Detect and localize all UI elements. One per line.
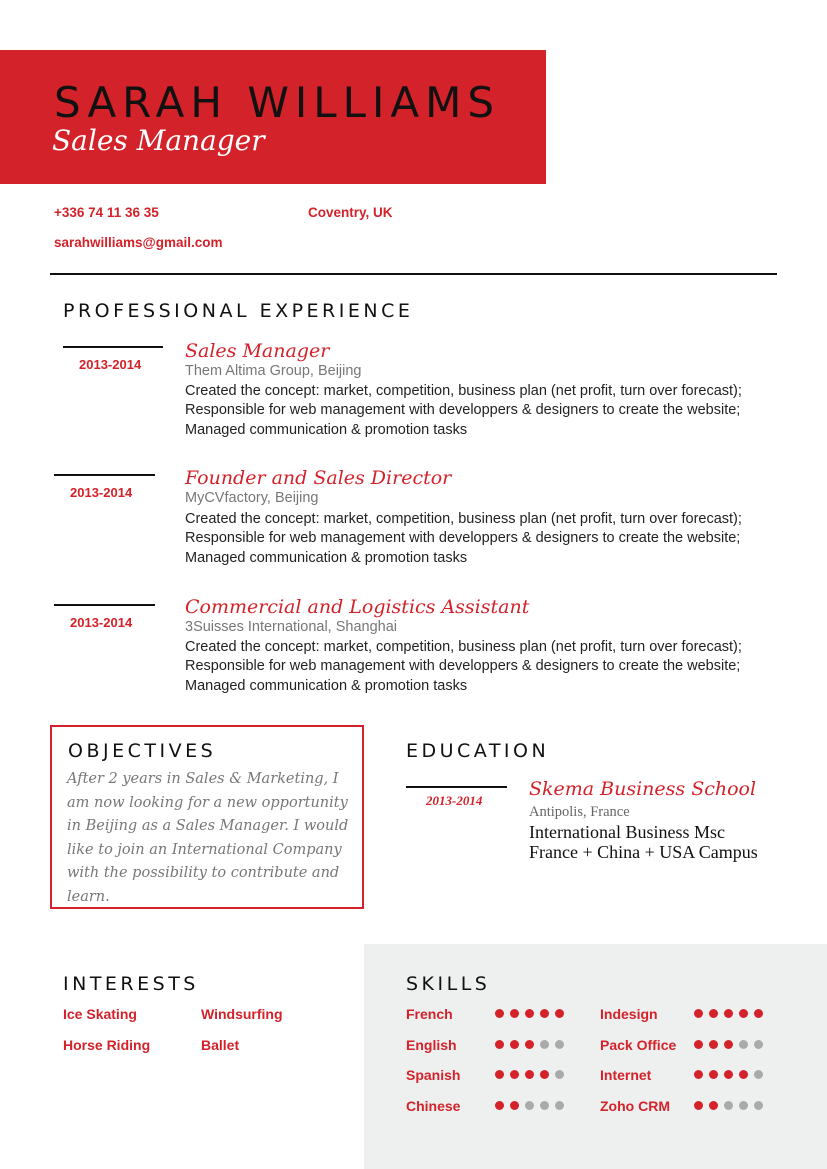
skill-dot-empty: [555, 1101, 564, 1110]
objectives-text: After 2 years in Sales & Marketing, I am now looking for a new opportunity in Beijing as a Sales Manager. I would like to join an International Company with the possibility to contribute and learn.: [67, 771, 349, 905]
skill-dot-empty: [739, 1101, 748, 1110]
experience-detail: Managed communication & promotion tasks: [185, 422, 468, 438]
skill-dot-filled: [510, 1040, 519, 1049]
contact-location: Coventry, UK: [308, 205, 393, 220]
skill-dot-empty: [540, 1040, 549, 1049]
skill-rating: [694, 1101, 763, 1110]
skill-name: Indesign: [600, 1006, 658, 1022]
skill-dot-empty: [555, 1040, 564, 1049]
interest-item: Ice Skating: [63, 1006, 137, 1022]
interest-item: Windsurfing: [201, 1006, 283, 1022]
header-divider: [50, 273, 777, 275]
skill-dot-empty: [525, 1101, 534, 1110]
interest-item: Horse Riding: [63, 1037, 151, 1053]
skill-rating: [495, 1070, 564, 1079]
education-campus: France + China + USA Campus: [529, 842, 758, 862]
experience-date: 2013-2014: [79, 357, 142, 372]
education-place: Antipolis, France: [529, 804, 630, 820]
experience-title: Sales Manager: [185, 340, 330, 362]
skill-dot-filled: [495, 1101, 504, 1110]
skill-dot-empty: [739, 1040, 748, 1049]
skill-dot-filled: [525, 1009, 534, 1018]
skill-dot-filled: [510, 1101, 519, 1110]
skill-name: Internet: [600, 1067, 652, 1083]
candidate-name: SARAH WILLIAMS: [54, 78, 501, 127]
skill-rating: [694, 1070, 763, 1079]
skill-dot-empty: [555, 1070, 564, 1079]
skill-dot-filled: [525, 1070, 534, 1079]
skill-dot-filled: [709, 1101, 718, 1110]
experience-detail: Responsible for web management with developpers & designers to create the website;: [185, 658, 741, 674]
skill-name: Spanish: [406, 1067, 461, 1083]
experience-detail: Managed communication & promotion tasks: [185, 678, 468, 694]
skill-dot-filled: [540, 1009, 549, 1018]
skills-heading: SKILLS: [406, 973, 491, 995]
education-date: 2013-2014: [426, 793, 483, 808]
skill-dot-filled: [495, 1040, 504, 1049]
experience-company: 3Suisses International, Shanghai: [185, 619, 398, 635]
skill-dot-empty: [754, 1040, 763, 1049]
skill-dot-filled: [709, 1070, 718, 1079]
skill-dot-filled: [724, 1040, 733, 1049]
interest-item: Ballet: [201, 1037, 240, 1053]
skill-dot-filled: [510, 1070, 519, 1079]
skill-dot-filled: [739, 1009, 748, 1018]
candidate-role: Sales Manager: [52, 124, 265, 157]
skill-dot-filled: [709, 1009, 718, 1018]
experience-company: Them Altima Group, Beijing: [185, 363, 362, 379]
experience-date: 2013-2014: [70, 615, 133, 630]
skill-name: English: [406, 1037, 457, 1053]
education-degree: International Business Msc: [529, 822, 725, 842]
skill-dot-empty: [754, 1070, 763, 1079]
skill-dot-filled: [694, 1040, 703, 1049]
education-school: Skema Business School: [529, 778, 757, 800]
experience-divider: [54, 604, 155, 606]
skill-rating: [694, 1009, 763, 1018]
contact-phone[interactable]: +336 74 11 36 35: [54, 205, 159, 220]
skill-dot-filled: [495, 1070, 504, 1079]
skill-name: Chinese: [406, 1098, 461, 1114]
skill-dot-filled: [540, 1070, 549, 1079]
experience-detail: Managed communication & promotion tasks: [185, 550, 468, 566]
skill-dot-filled: [724, 1009, 733, 1018]
experience-detail: Created the concept: market, competition, business plan (net profit, turn over forecast);: [185, 639, 742, 655]
skill-dot-filled: [694, 1009, 703, 1018]
skill-dot-empty: [540, 1101, 549, 1110]
skill-name: Pack Office: [600, 1037, 677, 1053]
skill-dot-empty: [754, 1101, 763, 1110]
education-divider: [406, 786, 507, 788]
contact-email[interactable]: sarahwilliams@gmail.com: [54, 235, 223, 250]
interests-heading: INTERESTS: [63, 973, 199, 995]
education-heading: EDUCATION: [406, 740, 550, 762]
experience-divider: [63, 346, 163, 348]
skill-rating: [495, 1009, 564, 1018]
skill-dot-filled: [694, 1070, 703, 1079]
experience-detail: Created the concept: market, competition, business plan (net profit, turn over forecast);: [185, 383, 742, 399]
skill-name: French: [406, 1006, 453, 1022]
experience-date: 2013-2014: [70, 485, 133, 500]
skill-name: Zoho CRM: [600, 1098, 670, 1114]
skill-rating: [495, 1101, 564, 1110]
skill-dot-filled: [754, 1009, 763, 1018]
experience-detail: Created the concept: market, competition, business plan (net profit, turn over forecast);: [185, 511, 742, 527]
experience-title: Commercial and Logistics Assistant: [185, 596, 530, 618]
experience-divider: [54, 474, 155, 476]
skill-dot-filled: [525, 1040, 534, 1049]
skill-rating: [495, 1040, 564, 1049]
skill-dot-filled: [724, 1070, 733, 1079]
experience-detail: Responsible for web management with developpers & designers to create the website;: [185, 402, 741, 418]
experience-detail: Responsible for web management with developpers & designers to create the website;: [185, 530, 741, 546]
experience-heading: PROFESSIONAL EXPERIENCE: [63, 300, 414, 322]
objectives-heading: OBJECTIVES: [68, 740, 217, 762]
skill-dot-filled: [694, 1101, 703, 1110]
skill-dot-filled: [495, 1009, 504, 1018]
skill-dot-empty: [724, 1101, 733, 1110]
experience-company: MyCVfactory, Beijing: [185, 490, 319, 506]
skill-rating: [694, 1040, 763, 1049]
skill-dot-filled: [709, 1040, 718, 1049]
skill-dot-filled: [555, 1009, 564, 1018]
experience-title: Founder and Sales Director: [185, 467, 452, 489]
skill-dot-filled: [739, 1070, 748, 1079]
skill-dot-filled: [510, 1009, 519, 1018]
